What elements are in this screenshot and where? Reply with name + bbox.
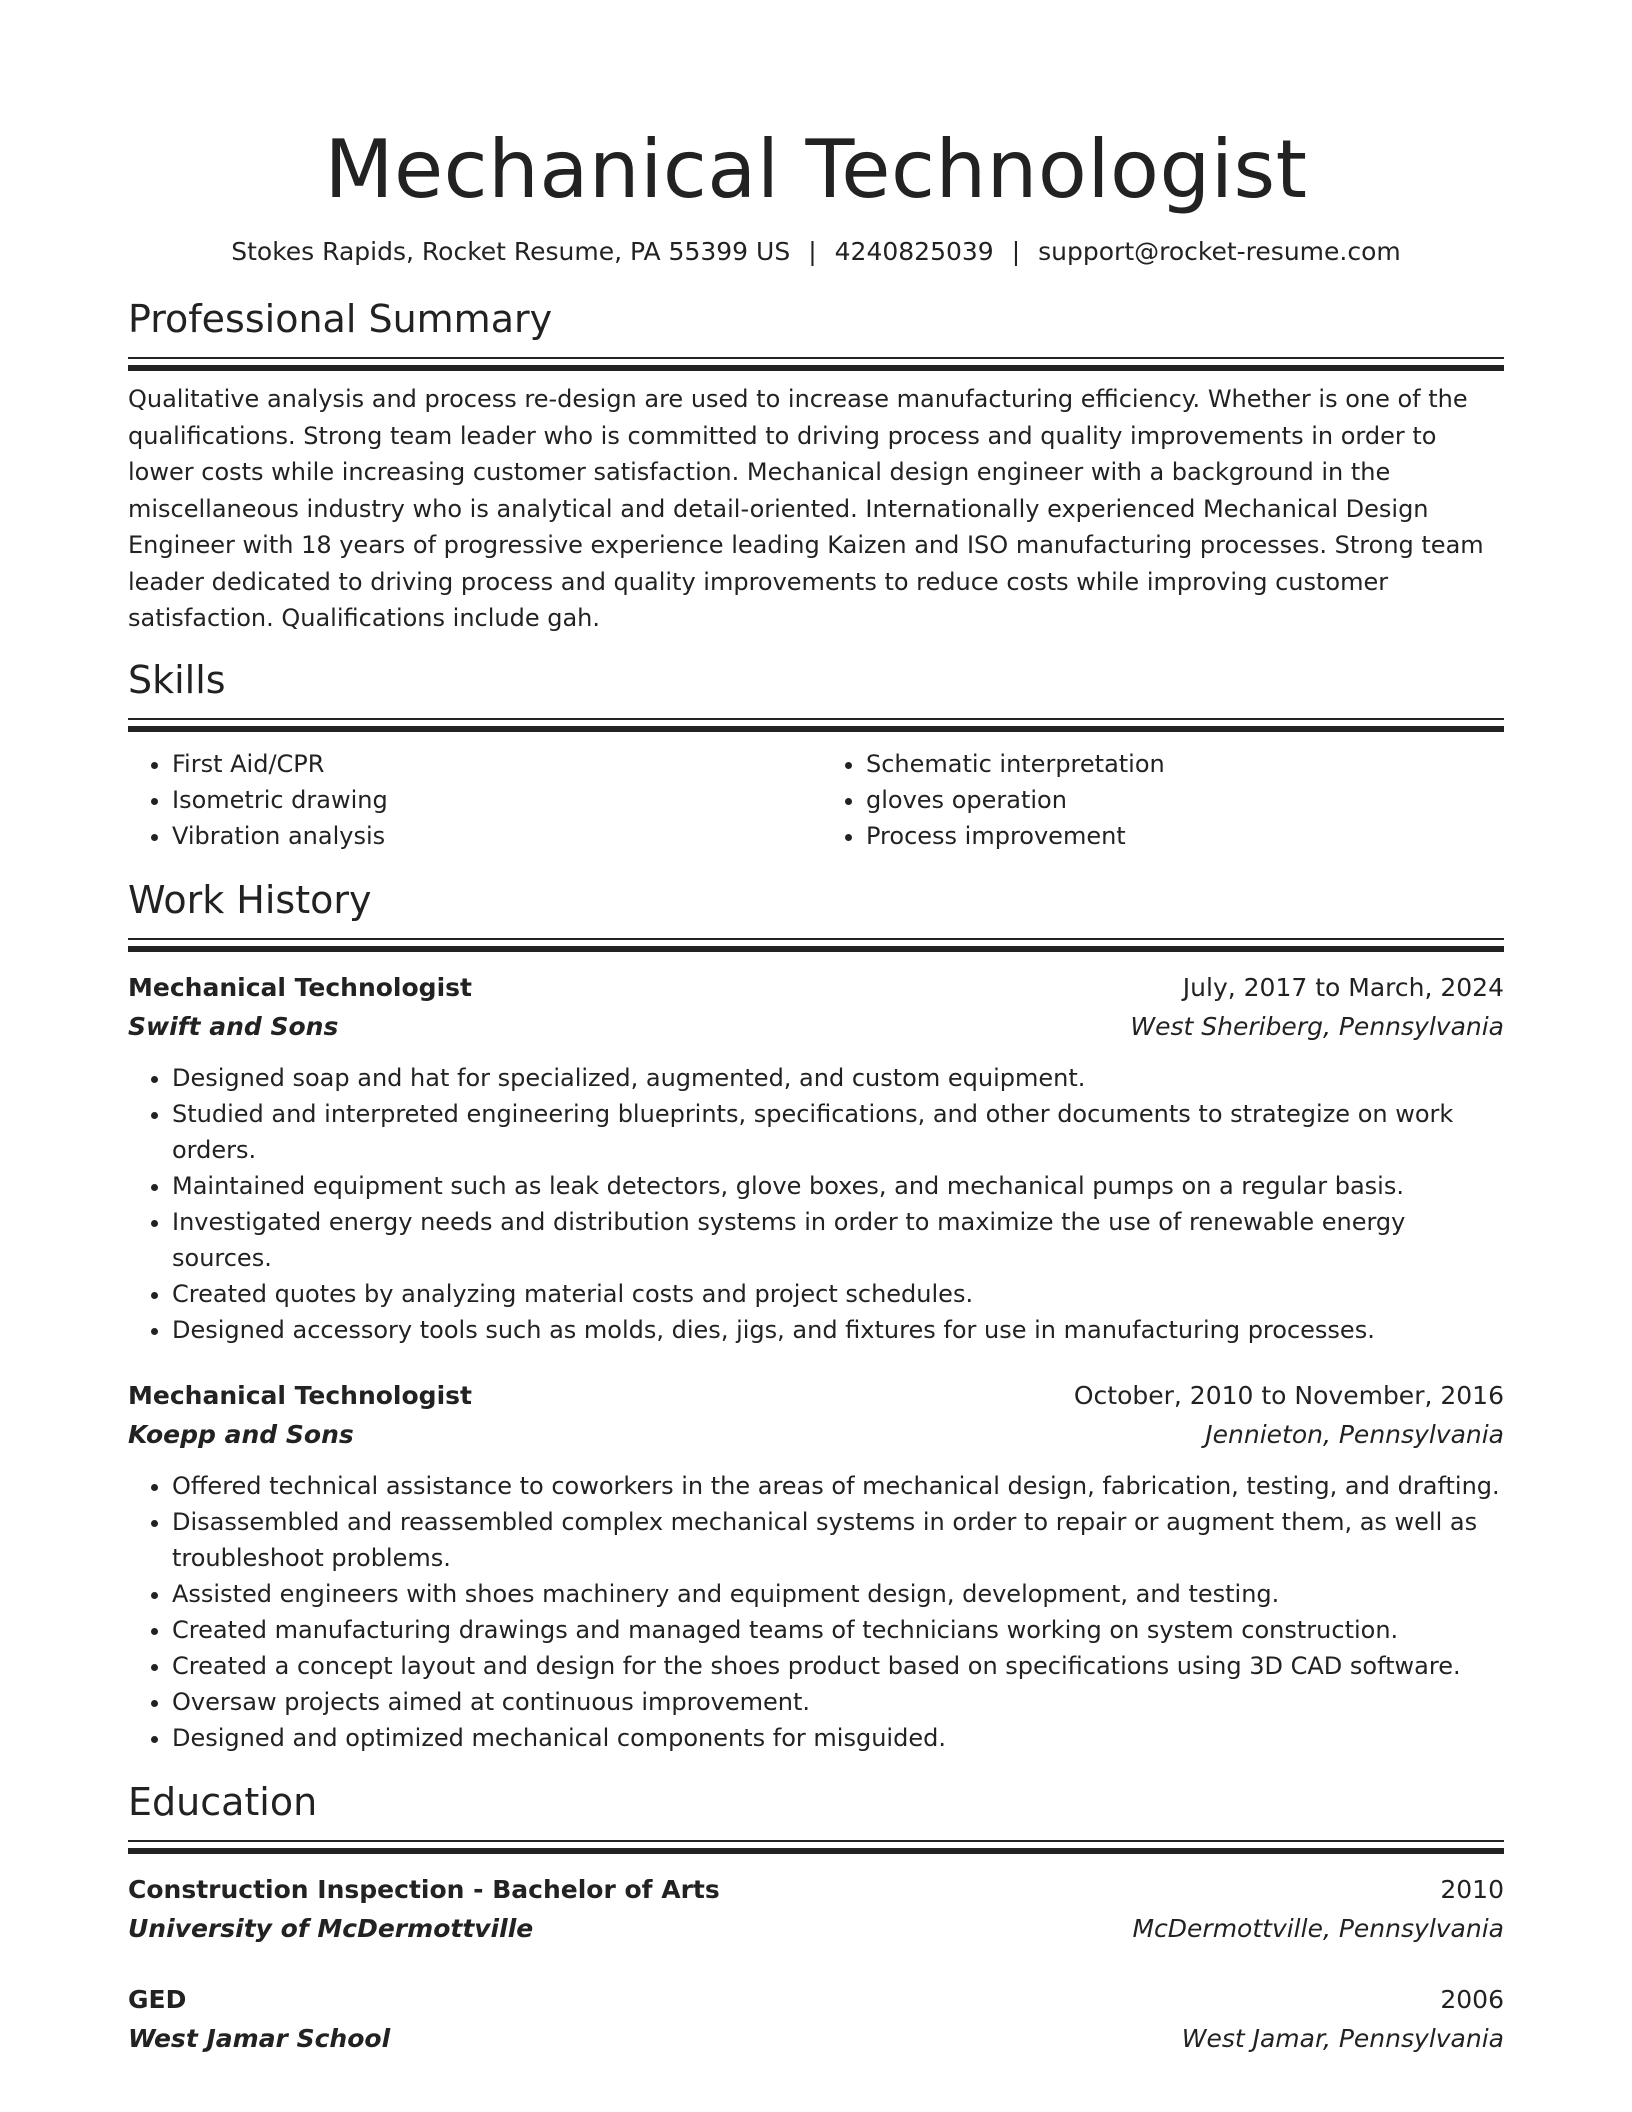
skill-item: • Schematic interpretation (866, 746, 1504, 782)
education-school: University of McDermottville (128, 1913, 534, 1943)
resume-page (128, 0, 1504, 2058)
job-header (128, 1376, 1504, 1415)
job-company: Swift and Sons (128, 1011, 339, 1041)
job-subheader (128, 1415, 1504, 1454)
education-degree: Construction Inspection - Bachelor of Arts (128, 1874, 720, 1904)
education-entry (128, 1980, 1504, 2058)
education-year: 2006 (1440, 1984, 1504, 2014)
list-item: • Oversaw projects aimed at continuous improvement. (172, 1684, 1504, 1720)
section-divider (128, 1840, 1504, 1854)
job-bullets (128, 1468, 1504, 1756)
education-header (128, 1980, 1504, 2019)
job-title: Mechanical Technologist (128, 972, 472, 1002)
list-item: • Created manufacturing drawings and managed teams of technicians working on system construction. (172, 1612, 1504, 1648)
job-title: Mechanical Technologist (128, 1380, 472, 1410)
skill-item: • gloves operation (866, 782, 1504, 818)
skills-column-right (816, 746, 1504, 854)
job-dates: October, 2010 to November, 2016 (1073, 1380, 1504, 1410)
contact-email[interactable]: support@rocket-resume.com (1038, 237, 1401, 266)
list-item: • Designed accessory tools such as molds, dies, jigs, and fixtures for use in manufacturing processes. (172, 1312, 1504, 1348)
work-section (128, 876, 1504, 1756)
contact-line (128, 236, 1504, 268)
section-divider (128, 938, 1504, 952)
job-bullets (128, 1060, 1504, 1348)
section-divider (128, 357, 1504, 371)
summary-section (128, 295, 1504, 637)
list-item: • Studied and interpreted engineering blueprints, specifications, and other documents to strategize on work orders. (172, 1096, 1504, 1168)
list-item: • Created a concept layout and design for the shoes product based on specifications using 3D CAD software. (172, 1648, 1504, 1684)
education-school: West Jamar School (128, 2023, 391, 2053)
list-item: • Assisted engineers with shoes machinery and equipment design, development, and testing. (172, 1576, 1504, 1612)
resume-name: Mechanical Technologist (324, 123, 1308, 216)
section-title: Professional Summary (128, 297, 553, 341)
skill-item: • Isometric drawing (172, 782, 816, 818)
skill-item: • Vibration analysis (172, 818, 816, 854)
job-location: West Sheriberg, Pennsylvania (1130, 1011, 1504, 1041)
job-header (128, 968, 1504, 1007)
job-company: Koepp and Sons (128, 1419, 354, 1449)
list-item: • Offered technical assistance to coworkers in the areas of mechanical design, fabrication, testing, and drafting. (172, 1468, 1504, 1504)
list-item: • Created quotes by analyzing material costs and project schedules. (172, 1276, 1504, 1312)
education-degree: GED (128, 1984, 187, 2014)
section-divider (128, 718, 1504, 732)
list-item: • Designed soap and hat for specialized, augmented, and custom equipment. (172, 1060, 1504, 1096)
list-item: • Maintained equipment such as leak detectors, glove boxes, and mechanical pumps on a regular basis. (172, 1168, 1504, 1204)
skill-item: • Process improvement (866, 818, 1504, 854)
contact-phone: 4240825039 (834, 237, 994, 266)
contact-address: Stokes Rapids, Rocket Resume, PA 55399 US (231, 237, 791, 266)
section-title: Education (128, 1779, 318, 1824)
education-subheader (128, 1909, 1504, 1948)
skills-column-left (128, 746, 816, 854)
job-subheader (128, 1007, 1504, 1046)
skills-list (128, 746, 1504, 854)
list-item: • Disassembled and reassembled complex mechanical systems in order to repair or augment them, as well as troubleshoot problems. (172, 1504, 1504, 1576)
education-location: McDermottville, Pennsylvania (1132, 1913, 1504, 1943)
list-item: • Designed and optimized mechanical components for misguided. (172, 1720, 1504, 1756)
skill-item: • First Aid/CPR (172, 746, 816, 782)
contact-separator: | (1011, 237, 1021, 266)
education-entry (128, 1870, 1504, 1948)
education-header (128, 1870, 1504, 1909)
job-entry (128, 968, 1504, 1348)
job-location: Jennieton, Pennsylvania (1205, 1419, 1504, 1449)
job-entry (128, 1376, 1504, 1756)
education-section (128, 1778, 1504, 2058)
list-item: • Investigated energy needs and distribution systems in order to maximize the use of renewable energy sources. (172, 1204, 1504, 1276)
education-subheader (128, 2019, 1504, 2058)
summary-text: Qualitative analysis and process re-design are used to increase manufacturing efficiency. Whether is one of the qualifications. Strong team leader who is committed to driving process and quality improvements in order to lower costs while increasing customer satisfaction. Mechanical design engineer with a background in the miscellaneous industry who is analytical and detail-oriented. Internationally experienced Mechanical Design Engineer with 18 years of progressive experience leading Kaizen and ISO manufacturing processes. Strong team leader dedicated to driving process and quality improvements to reduce costs while improving customer satisfaction. Qualifications include gah. (128, 385, 1484, 632)
skills-section (128, 656, 1504, 854)
section-title: Work History (128, 877, 372, 922)
education-location: West Jamar, Pennsylvania (1181, 2023, 1504, 2053)
education-year: 2010 (1440, 1874, 1504, 1904)
job-dates: July, 2017 to March, 2024 (1182, 972, 1504, 1002)
section-title: Skills (128, 657, 226, 702)
contact-separator: | (808, 237, 817, 266)
